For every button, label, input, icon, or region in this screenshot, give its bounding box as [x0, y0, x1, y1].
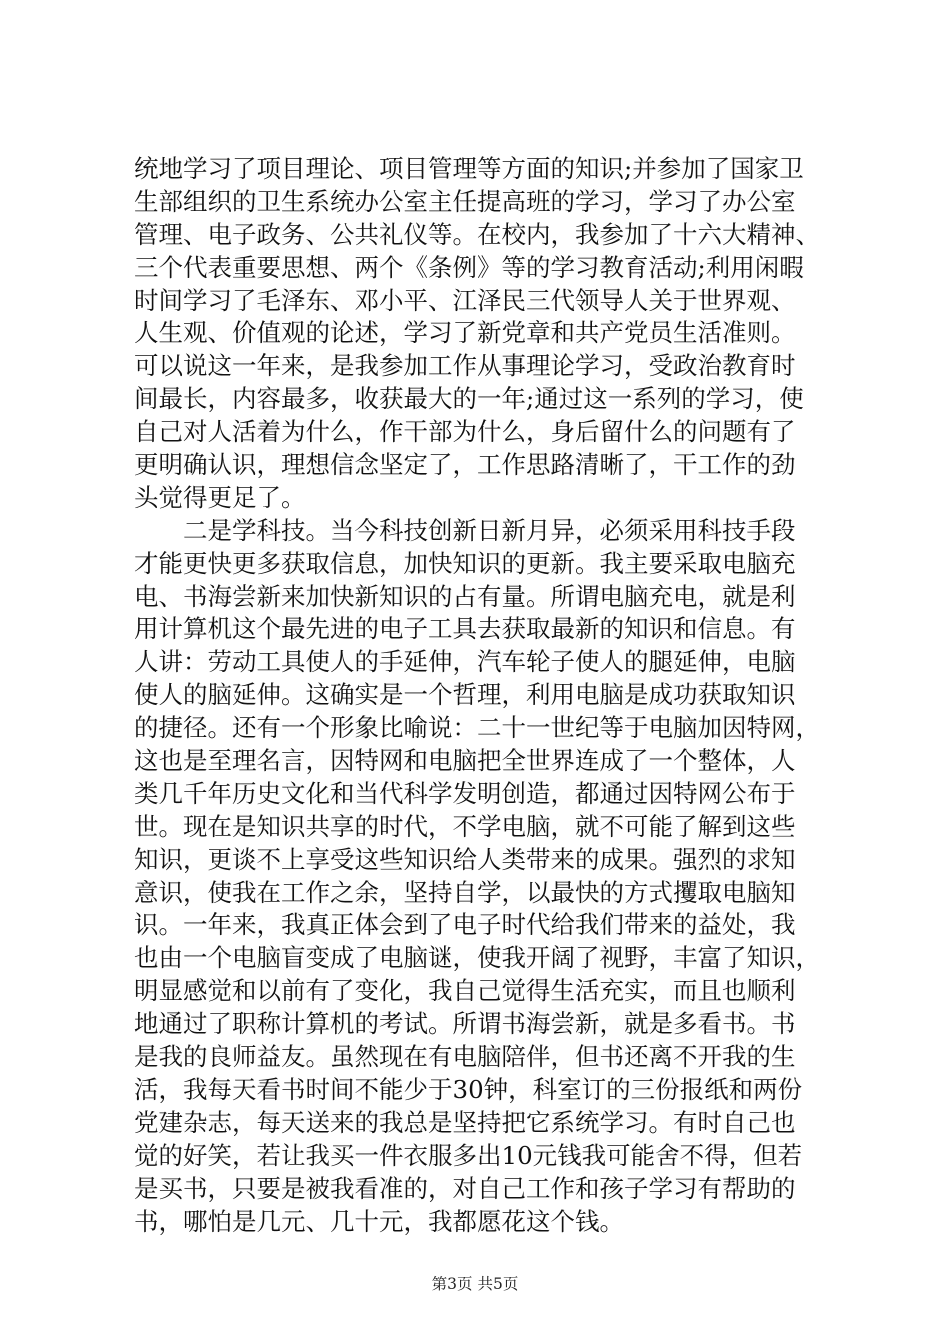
text-line: 人讲：劳动工具使人的手延伸，汽车轮子使人的腿延伸，电脑 — [134, 647, 796, 677]
text-line: 更明确认识，理想信念坚定了，工作思路清晰了，干工作的劲 — [134, 450, 796, 480]
body-text — [134, 153, 829, 1238]
text-line: 三个代表重要思想、两个《条例》等的学习教育活动;利用闲暇 — [134, 252, 804, 282]
text-line: 人生观、价值观的论述，学习了新党章和共产党员生活准则。 — [134, 318, 796, 348]
text-line: 活，我每天看书时间不能少于30钟，科室订的三份报纸和两份 — [134, 1074, 803, 1104]
text-line: 类几千年历史文化和当代科学发明创造，都通过因特网公布于 — [134, 778, 796, 808]
text-line: 自己对人活着为什么，作干部为什么，身后留什么的问题有了 — [134, 417, 796, 447]
text-line: 是我的良师益友。虽然现在有电脑陪伴，但书还离不开我的生 — [134, 1042, 796, 1072]
text-line: 用计算机这个最先进的电子工具去获取最新的知识和信息。有 — [134, 614, 796, 644]
text-line: 地通过了职称计算机的考试。所谓书海尝新，就是多看书。书 — [134, 1009, 796, 1039]
text-line: 的捷径。还有一个形象比喻说：二十一世纪等于电脑加因特网， — [134, 713, 820, 743]
text-line: 时间学习了毛泽东、邓小平、江泽民三代领导人关于世界观、 — [134, 285, 796, 315]
paragraph-start-line: 二是学科技。当今科技创新日新月异，必须采用科技手段 — [134, 515, 796, 545]
text-line: 统地学习了项目理论、项目管理等方面的知识;并参加了国家卫 — [134, 154, 804, 183]
text-line: 才能更快更多获取信息，加快知识的更新。我主要采取电脑充 — [134, 548, 796, 578]
text-line: 管理、电子政务、公共礼仪等。在校内，我参加了十六大精神、 — [134, 219, 820, 249]
text-line: 觉的好笑，若让我买一件衣服多出10元钱我可能舍不得，但若 — [134, 1140, 803, 1170]
text-line: 书，哪怕是几元、几十元，我都愿花这个钱。 — [134, 1206, 624, 1236]
text-line: 意识，使我在工作之余，坚持自学，以最快的方式攫取电脑知 — [134, 877, 796, 907]
text-line: 是买书，只要是被我看准的，对自己工作和孩子学习有帮助的 — [134, 1173, 796, 1203]
text-line: 可以说这一年来，是我参加工作从事理论学习，受政治教育时 — [134, 351, 796, 381]
text-line: 间最长，内容最多，收获最大的一年;通过这一系列的学习，使 — [134, 384, 804, 414]
text-line: 电、书海尝新来加快新知识的占有量。所谓电脑充电，就是利 — [134, 581, 796, 611]
text-line: 使人的脑延伸。这确实是一个哲理，利用电脑是成功获取知识 — [134, 680, 796, 710]
text-line: 明显感觉和以前有了变化，我自己觉得生活充实，而且也顺利 — [134, 976, 796, 1006]
text-line: 知识，更谈不上享受这些知识给人类带来的成果。强烈的求知 — [134, 844, 796, 874]
text-line: 这也是至理名言，因特网和电脑把全世界连成了一个整体，人 — [134, 746, 796, 776]
text-line: 头觉得更足了。 — [134, 482, 306, 512]
text-line: 党建杂志，每天送来的我总是坚持把它系统学习。有时自己也 — [134, 1107, 796, 1137]
text-line: 生部组织的卫生系统办公室主任提高班的学习，学习了办公室 — [134, 186, 796, 216]
text-line: 世。现在是知识共享的时代，不学电脑，就不可能了解到这些 — [134, 811, 796, 841]
text-line: 识。一年来，我真正体会到了电子时代给我们带来的益处，我 — [134, 910, 796, 940]
text-line: 也由一个电脑盲变成了电脑谜，使我开阔了视野，丰富了知识， — [134, 943, 820, 973]
page-number-footer: 第3页 共5页 — [431, 1275, 519, 1293]
